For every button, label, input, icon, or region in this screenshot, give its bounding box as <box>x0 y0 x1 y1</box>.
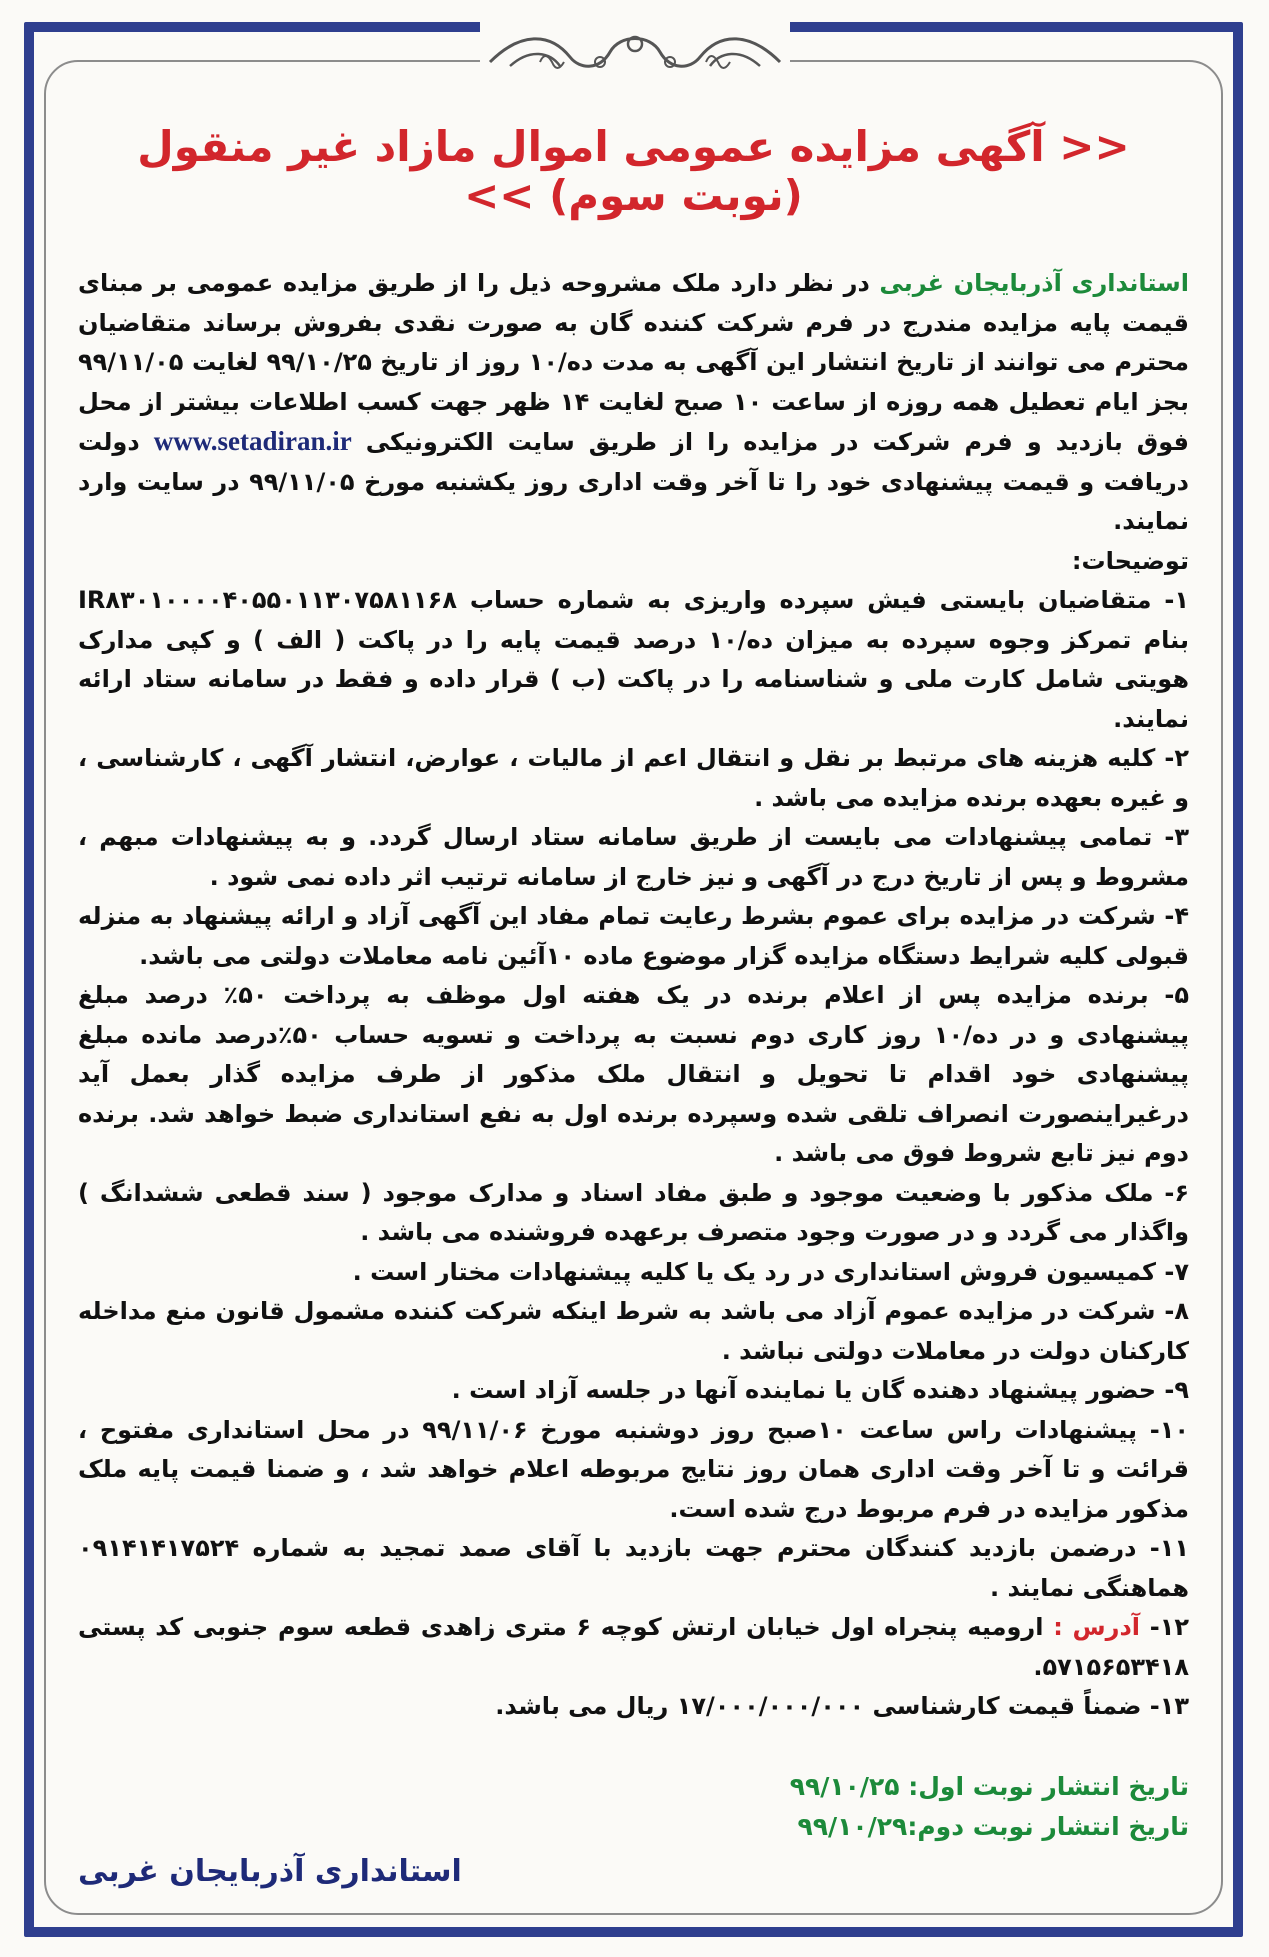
list-item: ۱- متقاضیان بایستی فیش سپرده واریزی به شماره حساب IR۸۳۰۱۰۰۰۰۴۰۵۵۰۱۱۳۰۷۵۸۱۱۶۸ بنام تمرکز وجوه سپرده به میزان ده/۱۰ درصد قیمت پایه را در پاکت ( الف ) و کپی مدارک هویتی شامل کارت ملی و شناسنامه را در پاکت (ب ) قرار داده و فقط در سامانه ستاد ارائه نمایند. <box>78 586 1189 733</box>
list-item: ۱۱- درضمن بازدید کنندگان محترم جهت بازدید با آقای صمد تمجید به شماره ۰۹۱۴۱۴۱۷۵۲۴ هماهنگی نمایند . <box>78 1534 1189 1602</box>
list-item: ۶- ملک مذکور با وضعیت موجود و طبق مفاد اسناد و مدارک موجود ( سند قطعی ششدانگ ) واگذار می گردد و در صورت وجود متصرف برعهده فروشنده می باشد . <box>78 1178 1189 1246</box>
first-publication-date <box>78 1767 1189 1807</box>
first-date-label: تاریخ انتشار نوبت اول: <box>899 1771 1189 1801</box>
price-item: ۱۳- ضمناً قیمت کارشناسی ۱۷/۰۰۰/۰۰۰/۰۰۰ ریال می باشد. <box>495 1692 1189 1720</box>
address-number: ۱۲- <box>1140 1613 1190 1641</box>
list-item: ۳- تمامی پیشنهادات می بایست از طریق سامانه ستاد ارسال گردد. و به پیشنهادات مبهم ، مشروط و پس از تاریخ درج در آگهی و نیز خارج از سامانه ترتیب اثر داده نمی شود . <box>78 823 1189 891</box>
website-link[interactable]: www.setadiran.ir <box>153 426 352 456</box>
list-item: ۷- کمیسیون فروش استانداری در رد یک یا کلیه پیشنهادات مختار است . <box>352 1257 1189 1286</box>
second-date-value: ۹۹/۱۰/۲۹ <box>797 1811 908 1841</box>
intro-text-2: دولت دریافت و قیمت پیشنهادی خود را تا آخر وقت اداری روز یکشنبه مورخ ۹۹/۱۱/۰۵ در سایت وارد نمایند. <box>78 428 1189 535</box>
notice-content <box>78 110 1189 1897</box>
list-item: ۸- شرکت در مزایده عموم آزاد می باشد به شرط اینکه شرکت کننده مشمول قانون منع مداخله کارکنان دولت در معاملات دولتی نباشد . <box>78 1297 1189 1365</box>
list-item: ۴- شرکت در مزایده برای عموم بشرط رعایت تمام مفاد این آگهی آزاد و ارائه پیشنهاد به منزله قبولی کلیه شرایط دستگاه مزایده گزار موضوع ماده ۱۰آئین نامه معاملات دولتی می باشد. <box>78 902 1189 970</box>
first-date-value: ۹۹/۱۰/۲۵ <box>789 1771 900 1801</box>
publication-dates <box>78 1767 1189 1847</box>
second-date-label: تاریخ انتشار نوبت دوم: <box>907 1811 1189 1841</box>
list-item: ۲- کلیه هزینه های مرتبط بر نقل و انتقال اعم از مالیات ، عوارض، انتشار آگهی ، کارشناسی ، و غیره بعهده برنده مزایده می باشد . <box>78 744 1189 812</box>
list-item: ۵- برنده مزایده پس از اعلام برنده در یک هفته اول موظف به پرداخت ۵۰٪ درصد مبلغ پیشنهادی و در ده/۱۰ روز کاری دوم نسبت به پرداخت و تسویه حساب ۵۰٪درصد مانده مبلغ پیشنهادی خود اقدام تا تحویل و انتقال ملک مذکور از طرف مزایده گذار بعمل آید درغیراینصورت انصراف تلقی شده وسپرده برنده اول به نفع استانداری ضبط خواهد شد. برنده دوم نیز تابع شروط فوق می باشد . <box>78 981 1190 1167</box>
ornament-icon <box>480 22 790 84</box>
address-item <box>78 1608 1189 1687</box>
intro-text-1: در نظر دارد ملک مشروحه ذیل را از طریق مزایده عمومی بر مبنای قیمت پایه مزایده مندرج در فرم شرکت کننده گان به صورت نقدی بفروش برساند متقاضیان محترم می توانند از تاریخ انتشار این آگهی به مدت ده/۱۰ روز از تاریخ ۹۹/۱۰/۲۵ لغایت ۹۹/۱۱/۰۵ بجز ایام تعطیل همه روزه از ساعت ۱۰ صبح لغایت ۱۴ ظهر جهت کسب اطلاعات بیشتر از محل فوق بازدید و فرم شرکت در مزایده را از طریق سایت الکترونیکی <box>78 269 1190 456</box>
second-publication-date <box>78 1807 1189 1847</box>
org-name: استانداری آذربایجان غربی <box>879 269 1189 297</box>
signature: استانداری آذربایجان غربی <box>78 1854 462 1889</box>
address-text: ارومیه پنجراه اول خیابان ارتش کوچه ۶ متری زاهدی قطعه سوم جنوبی کد پستی ۵۷۱۵۶۵۳۴۱۸. <box>78 1613 1189 1681</box>
address-label: آدرس : <box>1053 1613 1141 1641</box>
intro-paragraph <box>78 264 1189 542</box>
notes-heading: توضیحات: <box>1071 546 1189 575</box>
notice-title: << آگهی مزایده عمومی اموال مازاد غیر منقول (نوبت سوم) >> <box>137 122 1130 220</box>
list-item: ۱۰- پیشنهادات راس ساعت ۱۰صبح روز دوشنبه مورخ ۹۹/۱۱/۰۶ در محل استانداری مفتوح ، قرائت و تا آخر وقت اداری همان روز نتایج مربوطه اعلام خواهد شد ، و ضمنا قیمت پایه ملک مذکور مزایده در فرم مربوط درج شده است. <box>78 1415 1190 1523</box>
list-item: ۹- حضور پیشنهاد دهنده گان یا نماینده آنها در جلسه آزاد است . <box>451 1376 1189 1404</box>
